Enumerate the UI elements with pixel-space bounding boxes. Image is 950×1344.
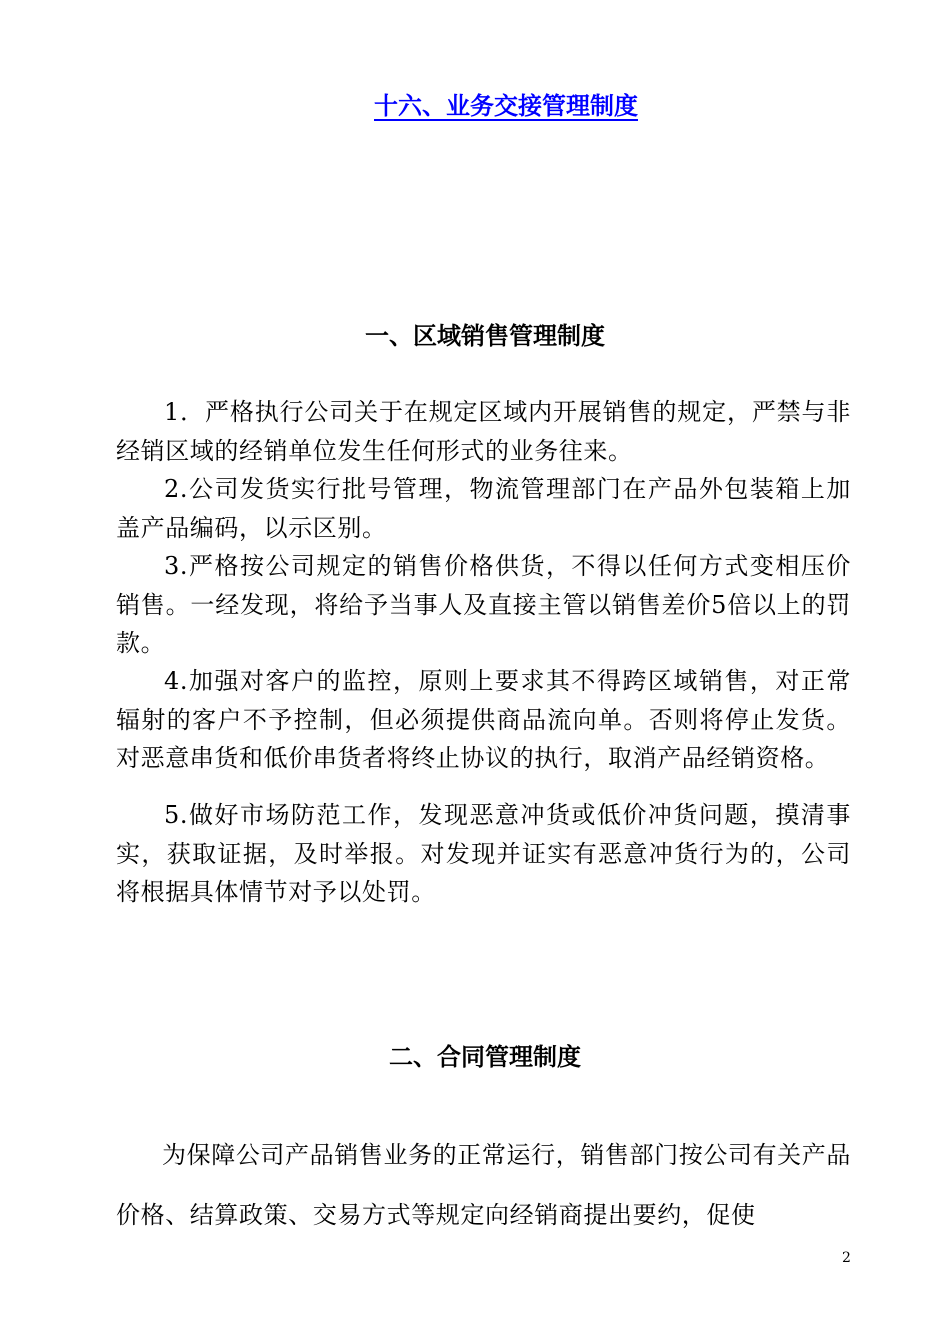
paragraph-item-5: 5.做好市场防范工作，发现恶意冲货或低价冲货问题，摸清事实，获取证据，及时举报。对发现并证实有恶意冲货行为的，公司将根据具体情节对予以处罚。: [116, 801, 851, 906]
toc-link-title[interactable]: 十六、业务交接管理制度: [374, 92, 638, 120]
section-heading-contract: 二、合同管理制度: [389, 1043, 581, 1071]
paragraph-contract-intro: 为保障公司产品销售业务的正常运行，销售部门按公司有关产品价格、结算政策、交易方式等规定向经销商提出要约，促使: [116, 1141, 851, 1229]
paragraph-item-2: 2.公司发货实行批号管理，物流管理部门在产品外包装箱上加盖产品编码，以示区别。: [116, 475, 851, 542]
paragraph-item-1: 1．严格执行公司关于在规定区域内开展销售的规定，严禁与非经销区域的经销单位发生任何形式的业务往来。: [116, 398, 851, 465]
section-heading-regional-sales: 一、区域销售管理制度: [365, 322, 605, 350]
paragraph-item-4: 4.加强对客户的监控，原则上要求其不得跨区域销售，对正常辐射的客户不予控制，但必须提供商品流向单。否则将停止发货。对恶意串货和低价串货者将终止协议的执行，取消产品经销资格。: [116, 667, 851, 772]
paragraph-item-3: 3.严格按公司规定的销售价格供货，不得以任何方式变相压价销售。一经发现，将给予当事人及直接主管以销售差价5倍以上的罚款。: [116, 552, 851, 657]
page-number: 2: [842, 1250, 851, 1266]
